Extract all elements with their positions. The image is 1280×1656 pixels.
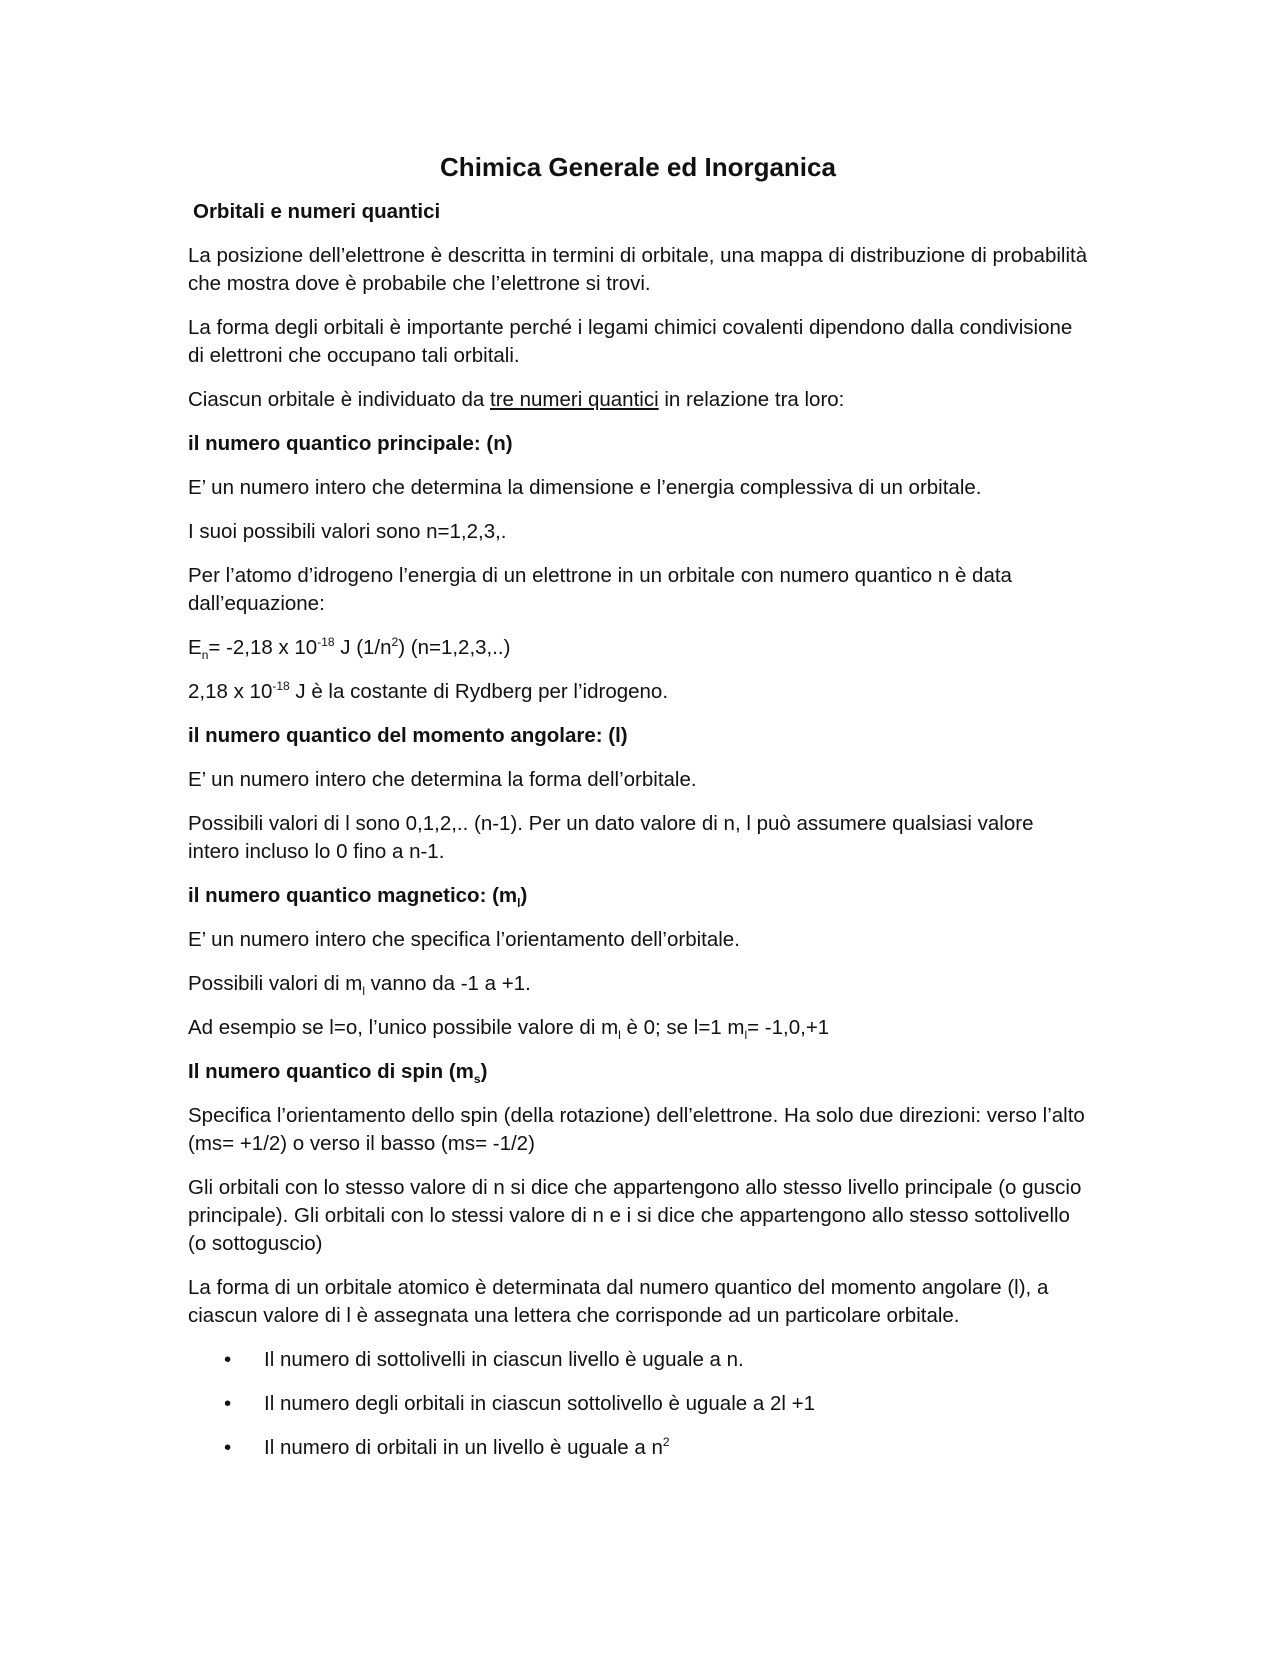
text-segment: Ad esempio se l=o, l’unico possibile valore di m xyxy=(188,1016,619,1039)
eq-subscript: n xyxy=(201,648,209,663)
paragraph-orbital-shape: La forma degli orbitali è importante perché i legami chimici covalenti dipendono dalla condivisione di elettroni che occupano tali orbitali. xyxy=(188,316,1073,367)
heading-principal-number: il numero quantico principale: (n) xyxy=(188,432,513,455)
heading-text: ) xyxy=(480,1060,488,1083)
list-item xyxy=(188,1390,1088,1418)
exponent: 2 xyxy=(662,1435,670,1450)
section-subtitle: Orbitali e numeri quantici xyxy=(193,200,441,223)
underlined-term: tre numeri quantici xyxy=(490,388,659,411)
heading-subscript: s xyxy=(473,1072,481,1087)
text-segment: = -1,0,+1 xyxy=(747,1016,830,1039)
heading-spin-number xyxy=(188,1058,1088,1086)
eq-text: 2,18 x 10 xyxy=(188,680,273,703)
bullet-icon: • xyxy=(224,1436,232,1459)
heading-text: Il numero quantico di spin (m xyxy=(188,1060,474,1083)
eq-symbol: E xyxy=(188,636,202,659)
eq-exponent: 2 xyxy=(391,635,399,650)
paragraph-magnetic-values xyxy=(188,970,1088,998)
paragraph-magnetic-example xyxy=(188,1014,1088,1042)
text-segment: in relazione tra loro: xyxy=(658,388,845,411)
text-segment: è 0; se l=1 m xyxy=(620,1016,745,1039)
document-title: Chimica Generale ed Inorganica xyxy=(440,152,836,182)
equation-energy xyxy=(188,634,1088,662)
paragraph-angular-values: Possibili valori di l sono 0,1,2,.. (n-1). Per un dato valore di n, l può assumere qualsiasi valore intero incluso lo 0 fino a n-1. xyxy=(188,812,1034,863)
subscript: l xyxy=(744,1028,748,1043)
paragraph-orbital-form: La forma di un orbitale atomico è determinata dal numero quantico del momento angolare (l), a ciascun valore di l è assegnata una lettera che corrisponde ad un particolare orbitale. xyxy=(188,1276,1049,1327)
paragraph-quantum-numbers xyxy=(188,386,1088,414)
eq-text: = -2,18 x 10 xyxy=(208,636,318,659)
eq-exponent: -18 xyxy=(317,635,335,650)
bullet-icon: • xyxy=(224,1392,232,1415)
paragraph-angular-definition: E’ un numero intero che determina la forma dell’orbitale. xyxy=(188,768,697,791)
paragraph-magnetic-definition: E’ un numero intero che specifica l’orientamento dell’orbitale. xyxy=(188,928,740,951)
list-item xyxy=(188,1346,1088,1374)
eq-text: ) (n=1,2,3,..) xyxy=(398,636,511,659)
text-segment: vanno da -1 a +1. xyxy=(364,972,531,995)
paragraph-spin-definition: Specifica l’orientamento dello spin (della rotazione) dell’elettrone. Ha solo due direzioni: verso l’alto (ms= +1/2) o verso il basso (ms= -1/2) xyxy=(188,1104,1085,1155)
eq-text: J (1/n xyxy=(334,636,392,659)
bullet-icon: • xyxy=(224,1348,232,1371)
bullet-list xyxy=(188,1346,1088,1462)
heading-text: ) xyxy=(520,884,528,907)
heading-text: il numero quantico magnetico: (m xyxy=(188,884,518,907)
paragraph-electron-position: La posizione dell’elettrone è descritta in termini di orbitale, una mappa di distribuzione di probabilità che mostra dove è probabile che l’elettrone si trovi. xyxy=(188,244,1088,295)
subscript: l xyxy=(618,1028,621,1043)
list-item-text: Il numero degli orbitali in ciascun sottolivello è uguale a 2l +1 xyxy=(264,1392,815,1415)
paragraph-shell-levels: Gli orbitali con lo stesso valore di n si dice che appartengono allo stesso livello principale (o guscio principale). Gli orbitali con lo stessi valore di n e i si dice che appartengono allo stesso sottolivello (o sottoguscio) xyxy=(188,1176,1082,1255)
heading-angular-number: il numero quantico del momento angolare: (l) xyxy=(188,724,628,747)
paragraph-rydberg xyxy=(188,678,1088,706)
paragraph-hydrogen-energy: Per l’atomo d’idrogeno l’energia di un elettrone in un orbitale con numero quantico n è data dall’equazione: xyxy=(188,564,1012,615)
text-segment: Possibili valori di m xyxy=(188,972,363,995)
text-segment: Ciascun orbitale è individuato da xyxy=(188,388,490,411)
paragraph-principal-values: I suoi possibili valori sono n=1,2,3,. xyxy=(188,520,507,543)
paragraph-principal-definition: E’ un numero intero che determina la dimensione e l’energia complessiva di un orbitale. xyxy=(188,476,982,499)
list-item-text: Il numero di orbitali in un livello è uguale a n xyxy=(264,1436,663,1459)
heading-magnetic-number xyxy=(188,882,1088,910)
heading-subscript: l xyxy=(517,896,521,911)
list-item-text: Il numero di sottolivelli in ciascun livello è uguale a n. xyxy=(264,1348,744,1371)
eq-exponent: -18 xyxy=(272,679,290,694)
document-page xyxy=(188,150,1088,1478)
subscript: l xyxy=(362,984,365,999)
list-item xyxy=(188,1434,1088,1462)
eq-text: J è la costante di Rydberg per l’idrogeno. xyxy=(289,680,669,703)
